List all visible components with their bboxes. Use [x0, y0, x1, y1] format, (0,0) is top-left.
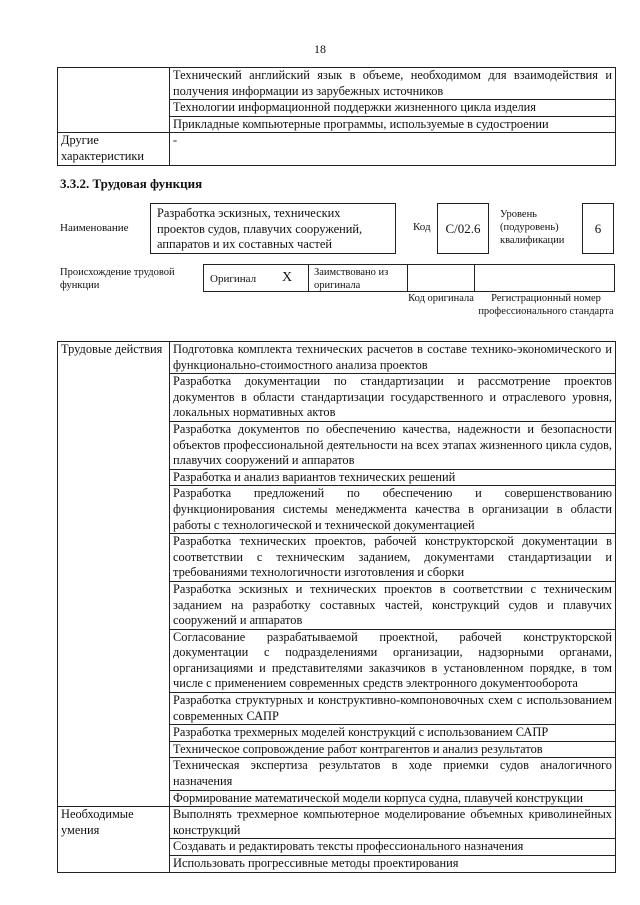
table-cell: Использовать прогрессивные методы проектирования [170, 856, 616, 873]
section-heading: 3.3.2. Трудовая функция [60, 176, 203, 191]
origin-divider-2 [407, 265, 408, 291]
origin-divider-3 [474, 265, 475, 291]
table-cell: Прикладные компьютерные программы, используемые в судостроении [170, 116, 616, 133]
page-number: 18 [314, 42, 326, 56]
code-label: Код [413, 221, 431, 233]
top-characteristics-table [57, 67, 616, 166]
level-value-box [582, 203, 614, 254]
table-cell: Создавать и редактировать тексты профессионального назначения [170, 839, 616, 856]
code-value: C/02.6 [445, 220, 481, 236]
table-cell: Согласование разрабатываемой проектной, рабочей конструкторской документации с подразделениями организации, надзорными органами, организациями и представителями заказчиков в установленном порядке, в том числе с применением современных средств электронного документооборота [170, 629, 616, 692]
row-group-label: Другие характеристики [58, 133, 170, 165]
table-cell: Технический английский язык в объеме, необходимом для взаимодействия и получения информации из зарубежных источников [170, 68, 616, 100]
original-label: Оригинал [210, 273, 257, 285]
table-row [58, 342, 616, 374]
table-row [58, 68, 616, 100]
table-cell: Технологии информационной поддержки жизненного цикла изделия [170, 100, 616, 117]
table-cell: Выполнять трехмерное компьютерное моделирование объемных криволинейных конструкций [170, 807, 616, 839]
reg-number-label: Регистрационный номер профессионального стандарта [478, 293, 614, 317]
code-value-box [437, 203, 489, 254]
table-cell: Формирование математической модели корпуса судна, плавучей конструкции [170, 790, 616, 807]
table-cell: Разработка и анализ вариантов технических решений [170, 469, 616, 486]
table-cell: Техническое сопровождение работ контрагентов и анализ результатов [170, 741, 616, 758]
labor-function-table [57, 341, 616, 873]
row-group-label [58, 68, 170, 133]
table-cell: Техническая экспертиза результатов в ходе приемки судов аналогичного назначения [170, 758, 616, 790]
table-cell: Разработка документов по обеспечению качества, надежности и безопасности объектов профессиональной деятельности на всех этапах жизненного цикла судов, плавучих сооружений и аппаратов [170, 421, 616, 469]
borrowed-label: Заимствовано из оригинала [314, 267, 389, 291]
table-cell: Подготовка комплекта технических расчетов в составе технико-экономического и функционально-стоимостного анализа проектов [170, 342, 616, 374]
table-cell: Разработка технических проектов, рабочей конструкторской документации в соответствии с техническим заданием, документами стандартизации и требованиями технологичности изготовления и сборки [170, 534, 616, 582]
table-cell: Разработка структурных и конструктивно-компоновочных схем с использованием современных САПР [170, 693, 616, 725]
table-cell: Разработка эскизных и технических проектов в соответствии с техническим заданием на разработку составных частей, конструкций судов и плавучих сооружений и аппаратов [170, 581, 616, 629]
table-cell: - [170, 133, 616, 165]
code-original-label: Код оригинала [408, 293, 474, 304]
table-cell: Разработка документации по стандартизации и рассмотрение проектов документов в области стандартизации государственного и отраслевого уровня, локальных нормативных актов [170, 374, 616, 422]
row-group-label: Трудовые действия [58, 342, 170, 807]
name-label: Наименование [60, 222, 129, 234]
table-row [58, 807, 616, 839]
table-row [58, 133, 616, 165]
function-name-box [150, 203, 396, 254]
origin-row [203, 264, 615, 292]
original-mark: X [282, 270, 293, 285]
table-cell: Разработка предложений по обеспечению и совершенствованию функционирования системы менеджмента качества в организации в области работы с технологической и технической документацией [170, 486, 616, 534]
level-value: 6 [594, 220, 602, 236]
row-group-label: Необходимые умения [58, 807, 170, 872]
table-cell: Разработка трехмерных моделей конструкций с использованием САПР [170, 725, 616, 742]
origin-label: Происхождение трудовой функции [60, 267, 175, 291]
function-name-value: Разработка эскизных, технических проектов судов, плавучих сооружений, аппаратов и их составных частей [157, 206, 363, 252]
origin-divider-1 [308, 265, 309, 291]
level-label: Уровень (подуровень) квалификации [500, 209, 565, 246]
